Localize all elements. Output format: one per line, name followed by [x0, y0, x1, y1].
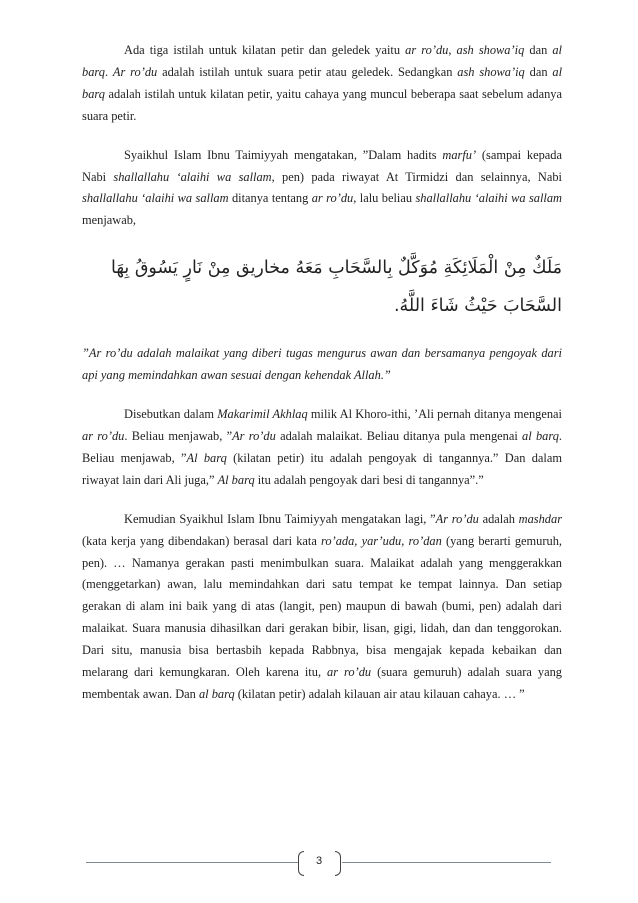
text-run: Kemudian Syaikhul Islam Ibnu Taimiyyah mengatakan lagi, ” — [124, 511, 436, 526]
italic-term: al barq — [198, 686, 235, 701]
text-run: (sampai kepada Nabi — [82, 147, 562, 184]
text-run: menjawab, — [82, 213, 137, 228]
italic-term: ar ro’du — [82, 428, 125, 443]
text-run: Disebutkan dalam — [124, 407, 218, 422]
footer-bracket-right — [335, 851, 341, 876]
text-run: adalah istilah untuk suara petir atau geledek. Sedangkan — [157, 64, 458, 79]
italic-term: shallallahu ‘alaihi wa sallam — [415, 191, 562, 206]
italic-term: ro’ada, yar’udu, ro’dan — [321, 533, 442, 548]
text-run: adalah malaikat. Beliau ditanya pula mengenai — [275, 428, 523, 443]
text-run: Ada tiga istilah untuk kilatan petir dan geledek yaitu — [124, 43, 406, 57]
italic-term: Al barq — [186, 450, 227, 465]
italic-term: Ar ro’du — [112, 64, 158, 79]
text-run: Syaikhul Islam Ibnu Taimiyyah mengatakan, ”Dalam hadits — [124, 147, 443, 162]
footer-rule-left — [86, 862, 298, 863]
italic-term: Al barq — [217, 472, 255, 487]
text-run: (kata kerja yang dibendakan) berasal dari kata — [82, 533, 322, 548]
page-number: 3 — [315, 855, 323, 867]
italic-term: marfu’ — [442, 147, 477, 162]
footer-bracket-left — [298, 851, 304, 876]
italic-term: ash showa’iq — [456, 43, 525, 57]
text-run: ditanya tentang — [228, 191, 312, 206]
text-run: dan — [524, 43, 553, 57]
paragraph-istilah — [82, 40, 562, 128]
text-run: , — [448, 43, 457, 57]
italic-term: shallallahu ‘alaihi wa sallam — [82, 191, 229, 206]
italic-term: shallallahu ‘alaihi wa sallam — [113, 169, 272, 184]
arabic-hadith-line-1: مَلَكٌ مِنْ الْمَلَائِكَةِ مُوَكَّلٌ بِالسَّحَابِ مَعَهُ مخاريق مِنْ نَارٍ يَسُوقُ بِهَا — [111, 258, 562, 279]
italic-term: al barq — [522, 428, 559, 443]
italic-term: ar ro’du — [327, 665, 372, 680]
footer-rule-right — [342, 862, 551, 863]
text-run: adalah — [478, 511, 519, 526]
italic-term: Ar ro’du — [435, 511, 479, 526]
text-run: . Beliau menjawab, ” — [82, 428, 563, 465]
paragraph-ibnu-taimiyyah-mashdar — [82, 509, 562, 706]
italic-term: al barq — [82, 43, 562, 79]
italic-term: Makarimil Akhlaq — [217, 407, 308, 422]
document-page — [82, 40, 562, 723]
text-run: dan — [524, 64, 553, 79]
arabic-hadith-line-2: السَّحَابَ حَيْثُ شَاءَ اللَّهُ. — [393, 296, 562, 317]
italic-term: al barq — [82, 64, 563, 101]
text-run: milik Al Khoro-ithi, ’Ali pernah ditanya mengenai — [307, 407, 563, 422]
arabic-hadith — [82, 249, 562, 325]
italic-term: ar ro’du — [311, 191, 354, 206]
page-footer — [0, 850, 638, 878]
text-run: (kilatan petir) itu adalah pengoyak di tangannya.” Dan dalam riwayat lain dari Ali juga,” — [82, 450, 562, 487]
text-run: . — [104, 64, 113, 79]
text-run: (kilatan petir) adalah kilauan air atau kilauan cahaya. … ” — [234, 686, 525, 701]
text-run: adalah istilah untuk kilatan petir, yaitu cahaya yang muncul beberapa saat sebelum adanya suara petir. — [82, 86, 562, 123]
italic-term: Ar ro’du — [232, 428, 276, 443]
italic-term: ar ro’du — [405, 43, 449, 57]
text-run: (yang berarti gemuruh, pen). … Namanya gerakan pasti menimbulkan suara. Malaikat adalah yang menggerakkan (menggetarkan) awan, lalu memindahkan dari satu tempat ke tempat lainnya. Dan setiap gerakan di alam ini baik yang di atas (langit, pen) maupun di bawah (bumi, pen) adalah dari malaikat. Suara manusia dihasilkan dari gerakan bibir, lisan, gigi, lidah, dan dan tenggorokan. Dari situ, manusia bisa bertasbih kepada Rabbnya, bisa mengajak kepada kebaikan dan melarang dari kemungkaran. Oleh karena itu, — [82, 533, 562, 680]
paragraph-ibnu-taimiyyah-hadits — [82, 145, 562, 233]
hadith-translation: ”Ar ro’du adalah malaikat yang diberi tugas mengurus awan dan bersamanya pengoyak dari api yang memindahkan awan sesuai dengan kehendak Allah.” — [82, 346, 562, 383]
text-run: , pen) pada riwayat At Tirmidzi dan selainnya, Nabi — [271, 169, 562, 184]
text-run: (suara gemuruh) adalah suara yang membentak awan. Dan — [82, 665, 562, 701]
paragraph-makarimil-akhlaq — [82, 404, 562, 492]
text-run: , lalu beliau — [353, 191, 416, 206]
italic-term: mashdar — [518, 511, 563, 526]
text-run: . Beliau menjawab, ” — [124, 428, 233, 443]
text-run: itu adalah pengoyak dari besi di tangannya”.” — [254, 472, 484, 487]
italic-term: ash showa’iq — [457, 64, 525, 79]
